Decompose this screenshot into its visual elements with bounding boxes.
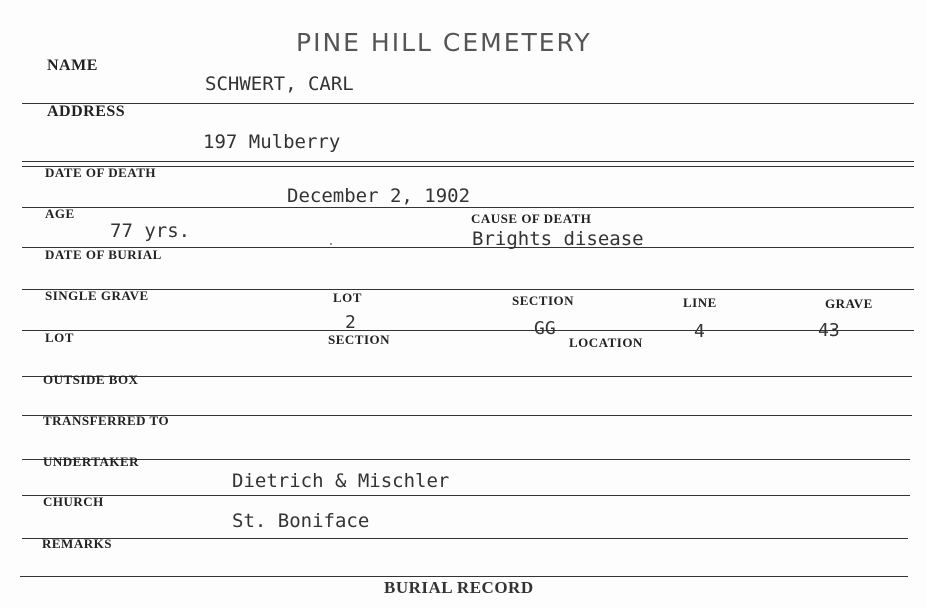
undertaker-value: Dietrich & Mischler (232, 470, 450, 492)
divider-date-of-burial (22, 289, 914, 290)
lot-label: LOT (45, 330, 74, 345)
grave-grave-label: GRAVE (825, 296, 873, 311)
name-label: NAME (47, 57, 98, 74)
divider-remarks (20, 576, 908, 577)
grave-grave-value: 43 (818, 320, 840, 341)
undertaker-label: UNDERTAKER (43, 454, 140, 469)
date-of-death-value: December 2, 1902 (287, 185, 471, 207)
grave-line-label: LINE (683, 295, 717, 310)
speck (330, 243, 332, 245)
divider-address-1 (22, 161, 914, 162)
divider-single-grave (22, 330, 914, 331)
date-of-burial-label: DATE OF BURIAL (45, 247, 162, 262)
remarks-label: REMARKS (42, 536, 112, 551)
cause-of-death-label: CAUSE OF DEATH (471, 211, 592, 226)
address-value: 197 Mulberry (203, 131, 341, 153)
divider-undertaker (22, 495, 910, 496)
church-value: St. Boniface (232, 510, 370, 532)
cause-of-death-value: Brights disease (472, 228, 644, 250)
location-label: LOCATION (569, 335, 643, 350)
date-of-death-label: DATE OF DEATH (45, 165, 156, 180)
grave-section-value: GG (534, 318, 556, 339)
divider-lot (22, 376, 912, 377)
transferred-to-label: TRANSFERRED TO (43, 413, 170, 428)
burial-record-footer: BURIAL RECORD (384, 578, 534, 597)
name-value: SCHWERT, CARL (205, 73, 354, 95)
age-value: 77 yrs. (110, 220, 191, 242)
divider-church (22, 538, 908, 539)
divider-transferred-to (22, 459, 910, 460)
grave-section-label: SECTION (512, 293, 575, 308)
single-grave-label: SINGLE GRAVE (45, 288, 149, 303)
outside-box-label: OUTSIDE BOX (43, 372, 139, 387)
divider-date-of-death (22, 207, 914, 208)
divider-name (22, 103, 914, 104)
church-label: CHURCH (43, 494, 104, 509)
grave-lot-value: 2 (345, 312, 356, 333)
address-label: ADDRESS (47, 103, 126, 120)
grave-line-value: 4 (694, 321, 705, 342)
section-label: SECTION (328, 332, 391, 347)
cemetery-title: PINE HILL CEMETERY (296, 28, 592, 57)
grave-lot-label: LOT (333, 290, 362, 305)
age-label: AGE (45, 206, 75, 221)
